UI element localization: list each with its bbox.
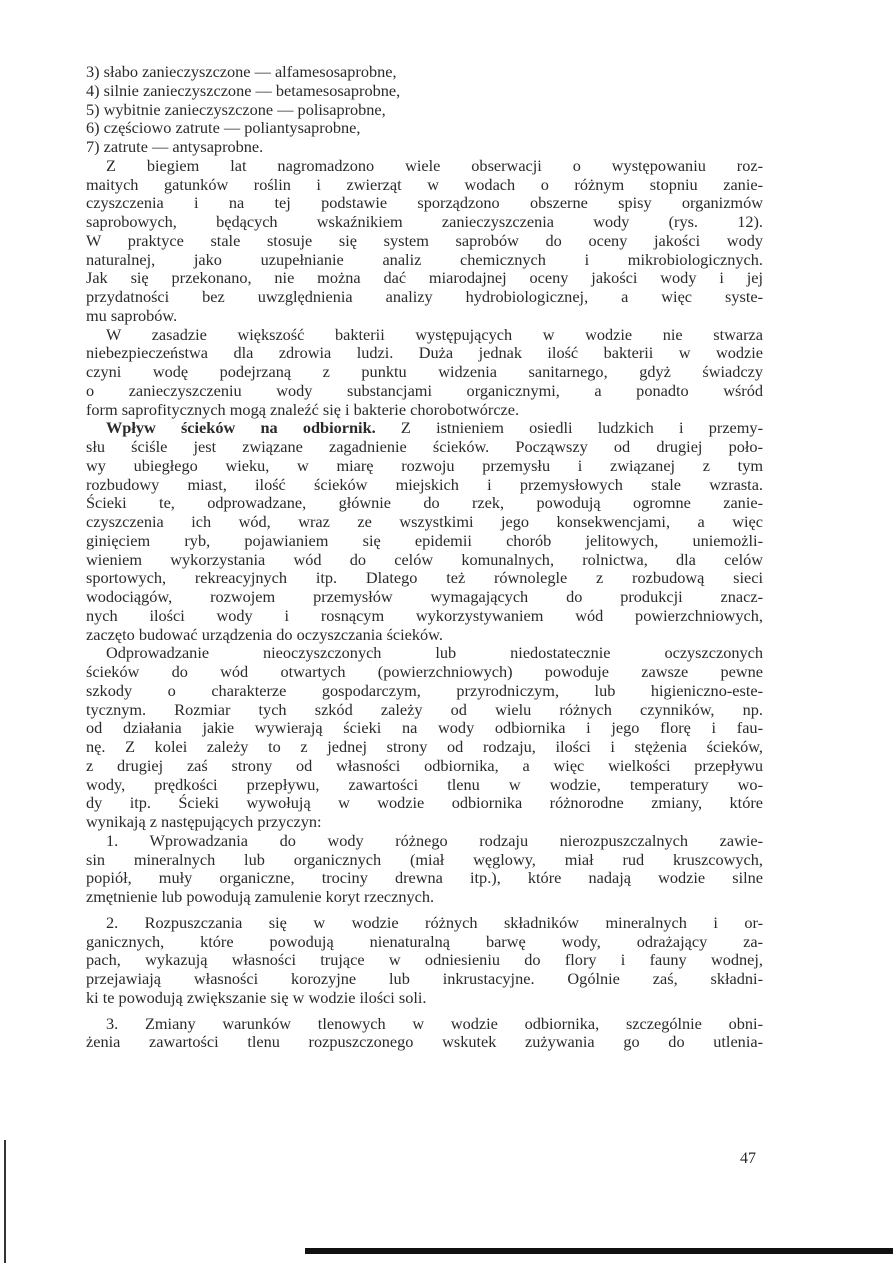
list-item: 5) wybitnie zanieczyszczone — polisaprobne, xyxy=(86,99,386,119)
paragraph xyxy=(86,914,763,1008)
text-line: nę. Z kolei zależy to z jednej strony od rodzaju, ilości i stężenia ścieków, xyxy=(86,737,763,756)
text-line xyxy=(86,419,763,438)
text-line: o zanieczyszczeniu wody substancjami organicznymi, a ponadto wśród xyxy=(86,380,763,400)
text-line: tycznym. Rozmiar tych szkód zależy od wielu różnych czynników, np. xyxy=(86,699,763,719)
text-line: W praktyce stale stosuje się system saprobów do oceny jakości wody xyxy=(86,230,763,250)
text-line: przejawiają własności korozyjne lub inkrustacyjne. Ogólnie zaś, składni- xyxy=(86,969,763,988)
scan-edge-bar xyxy=(305,1248,893,1254)
text-line: rozbudowy miast, ilość ścieków miejskich i przemysłowych stale wzrasta. xyxy=(86,474,763,494)
text-line: czyni wodę podejrzaną z punktu widzenia sanitarnego, gdyż świadczy xyxy=(86,362,763,381)
text-line: wody, prędkości przepływu, zawartości tlenu w wodzie, temperatury wo- xyxy=(86,774,763,794)
text-line: Jak się przekonano, nie można dać miarodajnej oceny jakości wody i jej xyxy=(86,268,763,288)
text-line: wodociągów, rozwojem przemysłów wymagających do produkcji znacz- xyxy=(86,587,763,606)
text-line: form saprofitycznych mogą znaleźć się i bakterie chorobotwórcze. xyxy=(86,399,520,419)
paragraph xyxy=(86,419,763,644)
text-line: popiół, muły organiczne, trociny drewna itp.), które nadają wodzie silne xyxy=(86,868,763,888)
text-line: przydatności bez uwzględnienia analizy hydrobiologicznej, a więc syste- xyxy=(86,287,763,306)
text-line: ganicznych, które powodują nienaturalną barwę wody, odrażający za- xyxy=(86,931,763,951)
text-line: 2. Rozpuszczania się w wodzie różnych składników mineralnych i or- xyxy=(106,912,763,932)
section-heading: Wpływ ścieków na odbiornik. xyxy=(106,418,376,438)
text-line: nych ilości wody i rosnącym wykorzystywaniem wód powierzchniowych, xyxy=(86,605,763,625)
text-line: 3. Zmiany warunków tlenowych w wodzie odbiornika, szczególnie obni- xyxy=(106,1013,763,1033)
text-line: ginięciem ryb, pojawianiem się epidemii chorób jelitowych, uniemożli- xyxy=(86,530,763,550)
text-line: z drugiej zaś strony od własności odbiornika, a więc wielkości przepływu xyxy=(86,755,763,775)
paragraph xyxy=(86,644,763,832)
list-item: 4) silnie zanieczyszczone — betamesosaprobne, xyxy=(86,80,401,100)
text-line: sportowych, rekreacyjnych itp. Dlatego też równolegle z rozbudową sieci xyxy=(86,568,763,588)
text-line: sin mineralnych lub organicznych (miał węglowy, miał rud kruszcowych, xyxy=(86,849,763,869)
text-line: saprobowych, będących wskaźnikiem zanieczyszczenia wody (rys. 12). xyxy=(86,212,763,231)
scan-edge-line xyxy=(4,1140,6,1263)
text-line: pach, wykazują własności trujące w odniesieniu do flory i fauny wodnej, xyxy=(86,950,763,970)
text-line: słu ściśle jest związane zagadnienie ścieków. Począwszy od drugiej poło- xyxy=(86,437,763,456)
text-run: Z istnieniem osiedli ludzkich i przemy- xyxy=(375,418,763,438)
text-line: mu saprobów. xyxy=(86,305,178,325)
text-line: W zasadzie większość bakterii występujących w wodzie nie stwarza xyxy=(106,324,763,344)
text-line: wieniem wykorzystania wód do celów komunalnych, rolnictwa, dla celów xyxy=(86,549,763,569)
text-line: Odprowadzanie nieoczyszczonych lub niedostatecznie oczyszczonych xyxy=(106,643,763,663)
text-line: zaczęto budować urządzenia do oczyszczania ścieków. xyxy=(86,624,443,644)
text-line: zmętnienie lub powodują zamulenie koryt rzecznych. xyxy=(86,887,435,906)
text-line: żenia zawartości tlenu rozpuszczonego wskutek zużywania go do utlenia- xyxy=(86,1032,763,1052)
text-line: niebezpieczeństwa dla zdrowia ludzi. Duża jednak ilość bakterii w wodzie xyxy=(86,343,763,363)
text-line: od działania jakie wywierają ścieki na wody odbiornika i jego florę i fau- xyxy=(86,718,763,738)
list-item: 3) słabo zanieczyszczone — alfamesosaprobne, xyxy=(86,62,397,81)
text-line: czyszczenia i na tej podstawie sporządzono obszerne spisy organizmów xyxy=(86,193,763,213)
text-line: ki te powodują zwiększanie się w wodzie ilości soli. xyxy=(86,987,427,1007)
paragraph xyxy=(86,1015,763,1053)
text-line: Ścieki te, odprowadzane, głównie do rzek, powodują ogromne zanie- xyxy=(86,493,763,513)
text-line: wy ubiegłego wieku, w miarę rozwoju przemysłu i związanej z tym xyxy=(86,455,763,475)
text-line: dy itp. Ścieki wywołują w wodzie odbiornika różnorodne zmiany, które xyxy=(86,793,763,813)
list-item: 7) zatrute — antysaprobne. xyxy=(86,137,264,156)
paragraph xyxy=(86,157,763,326)
text-line: szkody o charakterze gospodarczym, przyrodniczym, lub higieniczno-este- xyxy=(86,680,763,700)
page-number: 47 xyxy=(740,1150,756,1167)
text-line: czyszczenia ich wód, wraz ze wszystkimi jego konsekwencjami, a więc xyxy=(86,512,763,531)
paragraph xyxy=(86,326,763,420)
text-line: wynikają z następujących przyczyn: xyxy=(86,812,322,831)
text-line: maitych gatunków roślin i zwierząt w wodach o różnym stopniu zanie- xyxy=(86,174,763,194)
text-line: Z biegiem lat nagromadzono wiele obserwacji o występowaniu roz- xyxy=(106,155,763,175)
paragraph xyxy=(86,832,763,907)
text-line: 1. Wprowadzania do wody różnego rodzaju nierozpuszczalnych zawie- xyxy=(106,830,763,850)
page-body xyxy=(86,63,763,1052)
text-line: naturalnej, jako uzupełnianie analiz chemicznych i mikrobiologicznych. xyxy=(86,249,763,269)
list-item: 6) częściowo zatrute — poliantysaprobne, xyxy=(86,118,361,138)
text-line: ścieków do wód otwartych (powierzchniowych) powoduje zawsze pewne xyxy=(86,662,763,681)
